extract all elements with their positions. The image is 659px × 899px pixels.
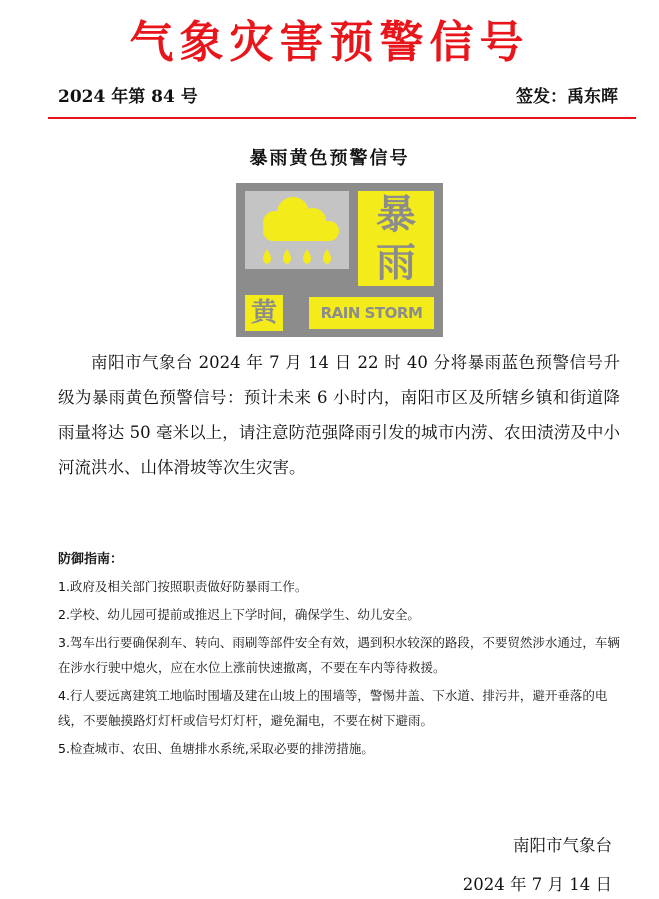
header-divider: [48, 117, 636, 119]
signer: 签发：禹东晖: [516, 87, 618, 107]
document-header-title: 气象灾害预警信号: [129, 17, 530, 68]
badge-english-label: RAIN STORM: [309, 297, 434, 329]
issue-number: 2024 年第 84 号: [58, 87, 198, 107]
rainstorm-yellow-signal-badge: [236, 183, 443, 337]
guide-item: 3.驾车出行要确保刹车、转向、雨刷等部件安全有效，遇到积水较深的路段，不要贸然涉水通过，车辆在涉水行驶中熄火，应在水位上涨前快速撤离，不要在车内等待救援。: [58, 635, 620, 675]
issue-date: 2024 年 7 月 14 日: [462, 875, 612, 894]
guide-item: 2.学校、幼儿园可提前或推迟上下学时间，确保学生、幼儿安全。: [58, 607, 420, 622]
badge-char-rain: 雨: [358, 240, 434, 286]
guide-item: 5.检查城市、农田、鱼塘排水系统,采取必要的排涝措施。: [58, 741, 374, 756]
badge-char-level: 黄: [245, 295, 283, 331]
rainstorm-cloud-icon: [245, 191, 349, 269]
badge-cloud-panel: [245, 191, 349, 269]
guide-list: [58, 574, 620, 764]
guide-item: 1.政府及相关部门按照职责做好防暴雨工作。: [58, 579, 308, 594]
guide-item: 4.行人要远离建筑工地临时围墙及建在山坡上的围墙等，警惕井盖、下水道、排污井，避开垂落的电线，不要触摸路灯灯杆或信号灯灯杆，避免漏电，不要在树下避雨。: [58, 688, 608, 728]
guide-title: 防御指南：: [58, 552, 124, 567]
issue-line: [58, 82, 618, 108]
issuing-organization: 南阳市气象台: [513, 836, 612, 855]
notice-title: 暴雨黄色预警信号: [249, 148, 410, 169]
badge-char-storm: 暴: [358, 191, 434, 240]
notice-body: 南阳市气象台 2024 年 7 月 14 日 22 时 40 分将暴雨蓝色预警信号升级为暴雨黄色预警信号：预计未来 6 小时内，南阳市区及所辖乡镇和街道降雨量将达 50 毫米以上，请注意防范强降雨引发的城市内涝、农田渍涝及中小河流洪水、山体滑坡等次生灾害。: [58, 353, 620, 477]
